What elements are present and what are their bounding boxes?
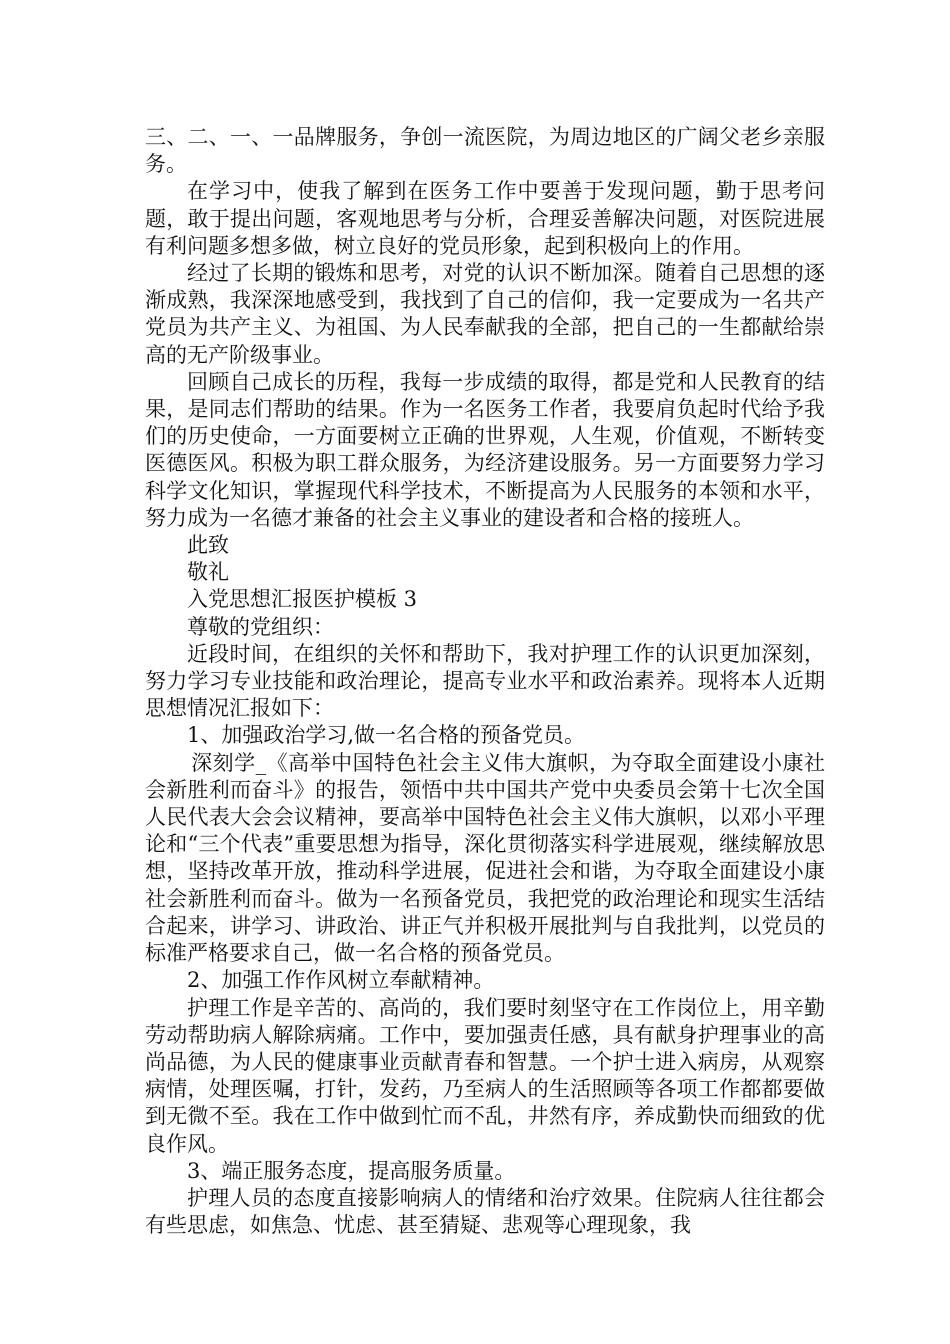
section-title: 入党思想汇报医护模板 3 [187,587,418,612]
numbered-heading: 3、端正服务态度，提高服务质量。 [187,1158,516,1183]
paragraph: 回顾自己成长的历程，我每一步成绩的取得，都是党和人民教育的结果，是同志们帮助的结果。作为一名医务工作者，我要肩负起时代给予我们的历史使命，一方面要树立正确的世界观，人生观，价值观，不断转变医德医风。积极为职工群众服务，为经济建设服务。另一方面要努力学习科学文化知识，掌握现代科学技术，不断提高为人民服务的本领和水平，努力成为一名德才兼备的社会主义事业的建设者和合格的接班人。 [145,369,825,530]
paragraph: 护理工作是辛苦的、高尚的，我们要时刻坚守在工作岗位上，用辛勤劳动帮助病人解除病痛。工作中，要加强责任感，具有献身护理事业的高尚品德，为人民的健康事业贡献青春和智慧。一个护士进入病房，从观察病情，处理医嘱，打针，发药，乃至病人的生活照顾等各项工作都都要做到无微不至。我在工作中做到忙而不乱，井然有序，养成勤快而细致的优良作风。 [145,995,825,1156]
paragraph: 近段时间，在组织的关怀和帮助下，我对护理工作的认识更加深刻，努力学习专业技能和政治理论，提高专业水平和政治素养。现将本人近期思想情况汇报如下： [145,641,825,721]
numbered-heading: 2、加强工作作风树立奉献精神。 [187,968,495,993]
closing-line: 此致 [187,533,229,558]
document-body [145,124,825,1239]
paragraph: 经过了长期的锻炼和思考，对党的认识不断加深。随着自己思想的逐渐成熟，我深深地感受到，我找到了自己的信仰，我一定要成为一名共产党员为共产主义、为祖国、为人民奉献我的全部，把自己的一生都献给崇高的无产阶级事业。 [145,261,825,367]
numbered-heading: 1、加强政治学习,做一名合格的预备党员。 [187,723,586,748]
paragraph: 在学习中，使我了解到在医务工作中要善于发现问题，勤于思考问题，敢于提出问题，客观地思考与分析，合理妥善解决问题，对医院进展有利问题多想多做，树立良好的党员形象，起到积极向上的作用。 [145,179,825,258]
paragraph: 三、二、一、一品牌服务，争创一流医院，为周边地区的广阔父老乡亲服务。 [145,125,825,177]
salutation: 尊敬的党组织： [187,614,334,639]
paragraph: 深刻学_《高举中国特色社会主义伟大旗帜，为夺取全面建设小康社会新胜利而奋斗》的报告，领悟中共中国共产党中央委员会第十七次全国人民代表大会会议精神，要高举中国特色社会主义伟大旗帜，以邓小平理论和“三个代表”重要思想为指导，深化贯彻落实科学进展观，继续解放思想，坚持改革开放，推动科学进展，促进社会和谐，为夺取全面建设小康社会新胜利而奋斗。做为一名预备党员，我把党的政治理论和现实生活结合起来，讲学习、讲政治、讲正气并积极开展批判与自我批判，以党员的标准严格要求自己，做一名合格的预备党员。 [145,750,825,966]
closing-line: 敬礼 [187,560,229,585]
paragraph: 护理人员的态度直接影响病人的情绪和治疗效果。住院病人往往都会有些思虑，如焦急、忧虑、甚至猜疑、悲观等心理现象，我 [145,1185,825,1238]
